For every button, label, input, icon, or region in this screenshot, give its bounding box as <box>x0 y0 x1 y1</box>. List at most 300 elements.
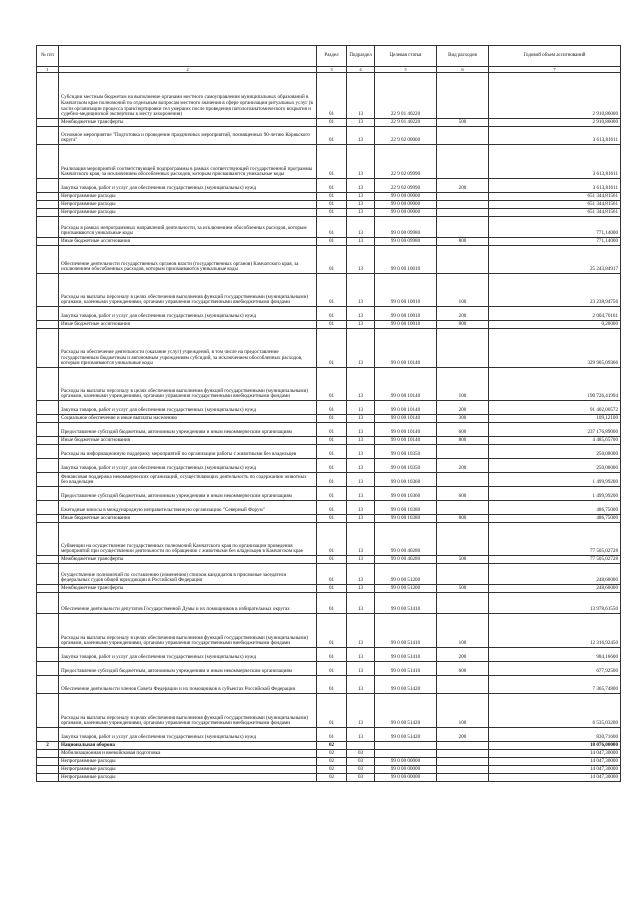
row-razdel-cell: 01 <box>317 329 347 368</box>
row-expense-type-cell: 100 <box>437 694 489 728</box>
row-razdel-cell: 01 <box>317 415 347 423</box>
row-target-article-cell: 99 0 00 10140 <box>375 368 437 401</box>
row-amount-cell: 14 047,30000 <box>489 758 621 766</box>
row-expense-type-cell: 200 <box>437 179 489 193</box>
row-target-article-cell: 99 0 00 10350 <box>375 459 437 473</box>
row-name-cell: Предоставление субсидий бюджетным, автономным учреждениям и иным некоммерческим организациям <box>59 423 317 437</box>
row-target-article-cell: 99 0 00 10350 <box>375 445 437 459</box>
header-row <box>37 46 621 67</box>
row-name-cell: Ежегодные взносы в международную неправительственную организацию "Северный Форум" <box>59 501 317 515</box>
table-row <box>37 676 621 694</box>
row-razdel-cell: 01 <box>317 523 347 556</box>
row-name-cell: Непрограммные расходы <box>59 201 317 209</box>
row-target-article-cell: 99 0 00 10140 <box>375 329 437 368</box>
table-row <box>37 556 621 564</box>
table-row <box>37 648 621 662</box>
row-target-article-cell: 99 0 00 10010 <box>375 321 437 329</box>
row-target-article-cell: 99 0 00 51420 <box>375 728 437 742</box>
row-amount-cell: 677,92500 <box>489 662 621 676</box>
row-podrazdel-cell: 13 <box>347 648 375 662</box>
header-cell-name <box>59 46 317 67</box>
row-number-cell <box>37 217 59 238</box>
table-row <box>37 742 621 750</box>
table-row <box>37 473 621 487</box>
row-number-cell <box>37 459 59 473</box>
row-amount-cell: 6 535,03200 <box>489 694 621 728</box>
row-name-cell: Предоставление субсидий бюджетным, автономным учреждениям и иным некоммерческим организациям <box>59 662 317 676</box>
row-name-cell: Непрограммные расходы <box>59 774 317 782</box>
row-number-cell <box>37 423 59 437</box>
row-number-cell <box>37 523 59 556</box>
row-razdel-cell: 01 <box>317 201 347 209</box>
row-razdel-cell: 01 <box>317 321 347 329</box>
row-name-cell: Расходы на информационную поддержку мероприятий по организации работы с животными без владельцев <box>59 445 317 459</box>
row-razdel-cell: 01 <box>317 585 347 593</box>
row-expense-type-cell <box>437 501 489 515</box>
row-number-cell <box>37 564 59 585</box>
row-number-cell <box>37 728 59 742</box>
row-amount-cell: 7 365,74800 <box>489 676 621 694</box>
row-number-cell <box>37 437 59 445</box>
row-razdel-cell: 01 <box>317 593 347 614</box>
header-cell-number: № п/п <box>37 46 59 67</box>
row-target-article-cell: 22 9 02 09990 <box>375 179 437 193</box>
row-name-cell: Непрограммные расходы <box>59 766 317 774</box>
row-number-cell <box>37 766 59 774</box>
row-razdel-cell: 01 <box>317 274 347 307</box>
row-target-article-cell: 99 0 00 51410 <box>375 662 437 676</box>
row-target-article-cell: 99 0 00 00000 <box>375 758 437 766</box>
row-amount-cell: 984,16600 <box>489 648 621 662</box>
header-cell-podrazdel: Подраздел <box>347 46 375 67</box>
row-number-cell <box>37 758 59 766</box>
row-expense-type-cell <box>437 209 489 217</box>
row-name-cell: Субвенции на осуществление государственных полномочий Камчатского края по организации проведения мероприятий при осуществлении деятельности по обращению с животными без владельцев в Камчатском крае <box>59 523 317 556</box>
row-name-cell: Закупка товаров, работ и услуг для обеспечения государственных (муниципальных) нужд <box>59 401 317 415</box>
column-number: 7 <box>489 67 621 73</box>
row-number-cell <box>37 145 59 179</box>
row-podrazdel-cell: 13 <box>347 614 375 648</box>
row-razdel-cell: 02 <box>317 742 347 750</box>
table-row <box>37 415 621 423</box>
row-podrazdel-cell: 13 <box>347 73 375 119</box>
row-expense-type-cell: 800 <box>437 321 489 329</box>
row-number-cell <box>37 662 59 676</box>
column-number: 3 <box>317 67 347 73</box>
row-name-cell: Иные бюджетные ассигнования <box>59 515 317 523</box>
row-target-article-cell: 99 0 00 10140 <box>375 401 437 415</box>
row-razdel-cell: 01 <box>317 564 347 585</box>
row-razdel-cell: 01 <box>317 473 347 487</box>
row-target-article-cell: 99 0 00 51410 <box>375 593 437 614</box>
row-amount-cell: 250,00000 <box>489 459 621 473</box>
row-razdel-cell: 01 <box>317 209 347 217</box>
row-podrazdel-cell: 13 <box>347 459 375 473</box>
row-podrazdel-cell: 03 <box>347 750 375 758</box>
row-target-article-cell: 99 0 00 51200 <box>375 585 437 593</box>
row-number-cell <box>37 179 59 193</box>
row-expense-type-cell: 100 <box>437 614 489 648</box>
row-podrazdel-cell: 13 <box>347 556 375 564</box>
header-cell-expense-type: Вид расходов <box>437 46 489 67</box>
table-row <box>37 459 621 473</box>
row-number-cell <box>37 585 59 593</box>
row-amount-cell: 2 004,70161 <box>489 307 621 321</box>
row-name-cell: Основное мероприятие "Подготовка и проведение праздничных мероприятий, посвященных 90-летию Корякского округа" <box>59 127 317 145</box>
row-podrazdel-cell: 13 <box>347 676 375 694</box>
row-name-cell: Закупка товаров, работ и услуг для обеспечения государственных (муниципальных) нужд <box>59 459 317 473</box>
table-row <box>37 217 621 238</box>
row-amount-cell: 2 910,86000 <box>489 73 621 119</box>
table-row <box>37 766 621 774</box>
row-target-article-cell: 99 0 00 51420 <box>375 694 437 728</box>
row-number-cell <box>37 676 59 694</box>
row-number-cell <box>37 321 59 329</box>
row-expense-type-cell: 500 <box>437 556 489 564</box>
row-razdel-cell: 01 <box>317 423 347 437</box>
row-number-cell <box>37 274 59 307</box>
row-expense-type-cell: 500 <box>437 119 489 127</box>
row-razdel-cell: 01 <box>317 145 347 179</box>
row-number-cell <box>37 329 59 368</box>
row-number-cell <box>37 307 59 321</box>
row-expense-type-cell <box>437 766 489 774</box>
row-amount-cell: 250,00000 <box>489 445 621 459</box>
row-name-cell: Закупка товаров, работ и услуг для обеспечения государственных (муниципальных) нужд <box>59 648 317 662</box>
row-number-cell <box>37 209 59 217</box>
row-expense-type-cell <box>437 564 489 585</box>
row-razdel-cell: 01 <box>317 127 347 145</box>
row-name-cell: Непрограммные расходы <box>59 209 317 217</box>
row-expense-type-cell: 200 <box>437 401 489 415</box>
row-target-article-cell: 22 9 02 00000 <box>375 127 437 145</box>
row-razdel-cell: 01 <box>317 307 347 321</box>
table-row <box>37 728 621 742</box>
row-razdel-cell: 01 <box>317 368 347 401</box>
row-target-article-cell: 99 0 00 00000 <box>375 193 437 201</box>
row-razdel-cell: 01 <box>317 445 347 459</box>
row-amount-cell: 248,60000 <box>489 585 621 593</box>
budget-table <box>36 45 621 782</box>
table-row <box>37 487 621 501</box>
row-target-article-cell: 99 0 00 10010 <box>375 246 437 274</box>
table-row <box>37 694 621 728</box>
row-name-cell: Мобилизационная и вневойсковая подготовка <box>59 750 317 758</box>
row-podrazdel-cell: 13 <box>347 238 375 246</box>
row-expense-type-cell <box>437 73 489 119</box>
table-row <box>37 515 621 523</box>
row-expense-type-cell <box>437 774 489 782</box>
table-row <box>37 119 621 127</box>
table-row <box>37 127 621 145</box>
row-number-cell <box>37 473 59 487</box>
row-target-article-cell <box>375 742 437 750</box>
row-expense-type-cell <box>437 145 489 179</box>
row-razdel-cell: 02 <box>317 750 347 758</box>
row-razdel-cell: 02 <box>317 774 347 782</box>
row-amount-cell: 23 238,94756 <box>489 274 621 307</box>
row-podrazdel-cell: 13 <box>347 423 375 437</box>
row-expense-type-cell: 500 <box>437 585 489 593</box>
column-number: 2 <box>59 67 317 73</box>
row-name-cell: Непрограммные расходы <box>59 193 317 201</box>
row-podrazdel-cell: 13 <box>347 662 375 676</box>
row-podrazdel-cell: 13 <box>347 368 375 401</box>
row-target-article-cell: 99 0 00 00000 <box>375 209 437 217</box>
row-amount-cell: 12 316,92450 <box>489 614 621 648</box>
row-razdel-cell: 02 <box>317 766 347 774</box>
row-number-cell <box>37 614 59 648</box>
table-row <box>37 209 621 217</box>
row-razdel-cell: 01 <box>317 238 347 246</box>
table-row <box>37 201 621 209</box>
row-podrazdel-cell: 03 <box>347 774 375 782</box>
row-podrazdel-cell: 13 <box>347 401 375 415</box>
row-expense-type-cell: 600 <box>437 423 489 437</box>
row-target-article-cell: 22 9 01 40220 <box>375 73 437 119</box>
row-razdel-cell: 01 <box>317 437 347 445</box>
row-name-cell: Закупка товаров, работ и услуг для обеспечения государственных (муниципальных) нужд <box>59 179 317 193</box>
row-podrazdel-cell <box>347 742 375 750</box>
row-razdel-cell: 01 <box>317 193 347 201</box>
row-podrazdel-cell: 03 <box>347 766 375 774</box>
row-name-cell: Субсидии местным бюджетам на выполнение органами местного самоуправления муниципальных образований в Камчатском крае полномочий по отдельным вопросам местного значения в сфере организации ритуальных услуг (в части организации процесса транспортировки тел умерших после проведения патологоанатомического вскрытия и судебно-медицинской экспертизы к месту захоронения) <box>59 73 317 119</box>
table-row <box>37 445 621 459</box>
row-number-cell <box>37 415 59 423</box>
row-expense-type-cell <box>437 758 489 766</box>
row-target-article-cell: 99 0 00 10140 <box>375 437 437 445</box>
row-amount-cell: 771,14000 <box>489 238 621 246</box>
row-amount-cell: 14 047,30000 <box>489 766 621 774</box>
table-row <box>37 307 621 321</box>
row-podrazdel-cell: 13 <box>347 473 375 487</box>
row-name-cell: Расходы на выплаты персоналу в целях обеспечения выполнения функций государственными (муниципальными) органами, казенными учреждениями, органами управления государственными внебюджетными фондами <box>59 694 317 728</box>
row-number-cell <box>37 73 59 119</box>
row-target-article-cell: 99 0 00 10010 <box>375 274 437 307</box>
table-row <box>37 437 621 445</box>
row-number-cell <box>37 368 59 401</box>
row-amount-cell: 651 344,81561 <box>489 209 621 217</box>
row-target-article-cell: 99 0 00 51420 <box>375 676 437 694</box>
row-expense-type-cell <box>437 127 489 145</box>
row-expense-type-cell <box>437 742 489 750</box>
row-name-cell: Иные бюджетные ассигнования <box>59 321 317 329</box>
row-amount-cell: 109,12100 <box>489 415 621 423</box>
header-cell-target-article: Целевая статья <box>375 46 437 67</box>
row-number-cell <box>37 648 59 662</box>
row-target-article-cell: 99 0 00 10140 <box>375 415 437 423</box>
row-name-cell: Закупка товаров, работ и услуг для обеспечения государственных (муниципальных) нужд <box>59 728 317 742</box>
table-row <box>37 145 621 179</box>
row-razdel-cell: 01 <box>317 614 347 648</box>
table-row <box>37 193 621 201</box>
table-row <box>37 774 621 782</box>
row-number-cell <box>37 127 59 145</box>
table-row <box>37 564 621 585</box>
row-amount-cell: 3 613,81611 <box>489 145 621 179</box>
table-row <box>37 246 621 274</box>
row-target-article-cell <box>375 750 437 758</box>
column-number: 4 <box>347 67 375 73</box>
row-podrazdel-cell: 13 <box>347 274 375 307</box>
row-razdel-cell: 01 <box>317 179 347 193</box>
header-cell-annual-amount: Годовой объем ассигнований <box>489 46 621 67</box>
row-name-cell: Реализация мероприятий соответствующей подпрограммы в рамках соответствующей государственной программы Камчатского края, за исключением обособленных расходов, которым присваиваются уникальные коды <box>59 145 317 179</box>
row-amount-cell: 18 076,00000 <box>489 742 621 750</box>
row-podrazdel-cell: 03 <box>347 758 375 766</box>
row-podrazdel-cell: 13 <box>347 209 375 217</box>
row-name-cell: Иные бюджетные ассигнования <box>59 238 317 246</box>
row-expense-type-cell <box>437 593 489 614</box>
row-razdel-cell: 01 <box>317 73 347 119</box>
row-podrazdel-cell: 13 <box>347 564 375 585</box>
row-razdel-cell: 01 <box>317 217 347 238</box>
row-podrazdel-cell: 13 <box>347 728 375 742</box>
row-number-cell <box>37 246 59 274</box>
row-target-article-cell: 99 0 00 09980 <box>375 238 437 246</box>
row-amount-cell: 190 726,41994 <box>489 368 621 401</box>
row-name-cell: Осуществление полномочий по составлению (изменению) списков кандидатов в присяжные заседатели федеральных судов общей юрисдикции в Российской Федерации <box>59 564 317 585</box>
row-target-article-cell: 99 0 00 40280 <box>375 523 437 556</box>
row-podrazdel-cell: 13 <box>347 145 375 179</box>
row-razdel-cell: 02 <box>317 758 347 766</box>
row-podrazdel-cell: 13 <box>347 487 375 501</box>
row-podrazdel-cell: 13 <box>347 119 375 127</box>
row-podrazdel-cell: 13 <box>347 193 375 201</box>
row-expense-type-cell <box>437 473 489 487</box>
table-row <box>37 750 621 758</box>
column-number: 1 <box>37 67 59 73</box>
row-number-cell <box>37 750 59 758</box>
row-target-article-cell: 99 0 00 51410 <box>375 614 437 648</box>
row-expense-type-cell <box>437 201 489 209</box>
row-podrazdel-cell: 13 <box>347 445 375 459</box>
row-podrazdel-cell: 13 <box>347 201 375 209</box>
row-name-cell: Социальное обеспечение и иные выплаты населению <box>59 415 317 423</box>
row-target-article-cell: 99 0 00 00000 <box>375 766 437 774</box>
row-podrazdel-cell: 13 <box>347 593 375 614</box>
row-razdel-cell: 01 <box>317 556 347 564</box>
row-amount-cell: 771,14000 <box>489 217 621 238</box>
row-podrazdel-cell: 13 <box>347 329 375 368</box>
row-razdel-cell: 01 <box>317 694 347 728</box>
row-number-cell <box>37 694 59 728</box>
row-podrazdel-cell: 13 <box>347 515 375 523</box>
row-razdel-cell: 01 <box>317 662 347 676</box>
table-row <box>37 523 621 556</box>
row-expense-type-cell: 200 <box>437 307 489 321</box>
budget-table-body <box>37 73 621 782</box>
row-number-cell <box>37 401 59 415</box>
row-amount-cell: 4 485,65700 <box>489 437 621 445</box>
row-name-cell: Расходы в рамках непрограммных направлений деятельности, за исключением обособленных расходов, которым присваиваются уникальные коды <box>59 217 317 238</box>
row-podrazdel-cell: 13 <box>347 307 375 321</box>
row-expense-type-cell: 800 <box>437 437 489 445</box>
row-razdel-cell: 01 <box>317 648 347 662</box>
column-number: 6 <box>437 67 489 73</box>
row-number-cell <box>37 593 59 614</box>
table-row <box>37 662 621 676</box>
row-amount-cell: 3 613,81611 <box>489 179 621 193</box>
row-name-cell: Национальная оборона <box>59 742 317 750</box>
row-expense-type-cell: 100 <box>437 368 489 401</box>
table-row <box>37 585 621 593</box>
row-expense-type-cell <box>437 246 489 274</box>
row-amount-cell: 1 499,99200 <box>489 487 621 501</box>
row-target-article-cell: 22 9 01 40220 <box>375 119 437 127</box>
row-amount-cell: 91 402,00572 <box>489 401 621 415</box>
row-number-cell <box>37 193 59 201</box>
row-amount-cell: 2 910,86000 <box>489 119 621 127</box>
table-row <box>37 501 621 515</box>
row-podrazdel-cell: 13 <box>347 217 375 238</box>
row-podrazdel-cell: 13 <box>347 127 375 145</box>
row-razdel-cell: 01 <box>317 728 347 742</box>
row-expense-type-cell: 200 <box>437 459 489 473</box>
row-razdel-cell: 01 <box>317 246 347 274</box>
row-number-cell <box>37 501 59 515</box>
row-amount-cell: 14 047,30000 <box>489 750 621 758</box>
row-target-article-cell: 99 0 00 51200 <box>375 564 437 585</box>
row-amount-cell: 77 505,02728 <box>489 556 621 564</box>
row-expense-type-cell: 800 <box>437 515 489 523</box>
table-row <box>37 758 621 766</box>
row-amount-cell: 77 505,02728 <box>489 523 621 556</box>
row-podrazdel-cell: 13 <box>347 437 375 445</box>
row-number-cell: 2 <box>37 742 59 750</box>
row-expense-type-cell: 200 <box>437 728 489 742</box>
row-amount-cell: 248,60000 <box>489 564 621 585</box>
row-podrazdel-cell: 13 <box>347 321 375 329</box>
row-podrazdel-cell: 13 <box>347 179 375 193</box>
row-razdel-cell: 01 <box>317 459 347 473</box>
table-row <box>37 368 621 401</box>
row-amount-cell: 0,20000 <box>489 321 621 329</box>
row-number-cell <box>37 238 59 246</box>
row-number-cell <box>37 774 59 782</box>
row-name-cell: Иные бюджетные ассигнования <box>59 437 317 445</box>
row-name-cell: Межбюджетные трансферты <box>59 556 317 564</box>
row-amount-cell: 486,75000 <box>489 501 621 515</box>
row-target-article-cell: 99 0 00 00000 <box>375 774 437 782</box>
row-name-cell: Обеспечение деятельности депутатов Государственной Думы и их помощников в избирательных округах <box>59 593 317 614</box>
row-expense-type-cell <box>437 750 489 758</box>
row-name-cell: Межбюджетные трансферты <box>59 119 317 127</box>
row-target-article-cell: 99 0 00 09980 <box>375 217 437 238</box>
row-name-cell: Межбюджетные трансферты <box>59 585 317 593</box>
row-amount-cell: 329 905,09366 <box>489 329 621 368</box>
table-row <box>37 179 621 193</box>
row-target-article-cell: 99 0 00 51410 <box>375 648 437 662</box>
row-number-cell <box>37 201 59 209</box>
row-name-cell: Расходы на обеспечение деятельности (оказание услуг) учреждений, в том числе на предоставление государственным бюджетным и автономным учреждениям субсидий, за исключением обособленных расходов, которым присваиваются уникальные коды <box>59 329 317 368</box>
row-razdel-cell: 01 <box>317 487 347 501</box>
row-name-cell: Расходы на выплаты персоналу в целях обеспечения выполнения функций государственными (муниципальными) органами, казенными учреждениями, органами управления государственными внебюджетными фондами <box>59 368 317 401</box>
row-amount-cell: 25 243,84917 <box>489 246 621 274</box>
row-target-article-cell: 99 0 00 10010 <box>375 307 437 321</box>
row-razdel-cell: 01 <box>317 119 347 127</box>
row-podrazdel-cell: 13 <box>347 694 375 728</box>
table-row <box>37 329 621 368</box>
table-row <box>37 274 621 307</box>
row-amount-cell: 237 176,89000 <box>489 423 621 437</box>
row-expense-type-cell: 200 <box>437 648 489 662</box>
row-amount-cell: 486,75000 <box>489 515 621 523</box>
table-row <box>37 401 621 415</box>
row-number-cell <box>37 119 59 127</box>
row-name-cell: Закупка товаров, работ и услуг для обеспечения государственных (муниципальных) нужд <box>59 307 317 321</box>
row-razdel-cell: 01 <box>317 501 347 515</box>
